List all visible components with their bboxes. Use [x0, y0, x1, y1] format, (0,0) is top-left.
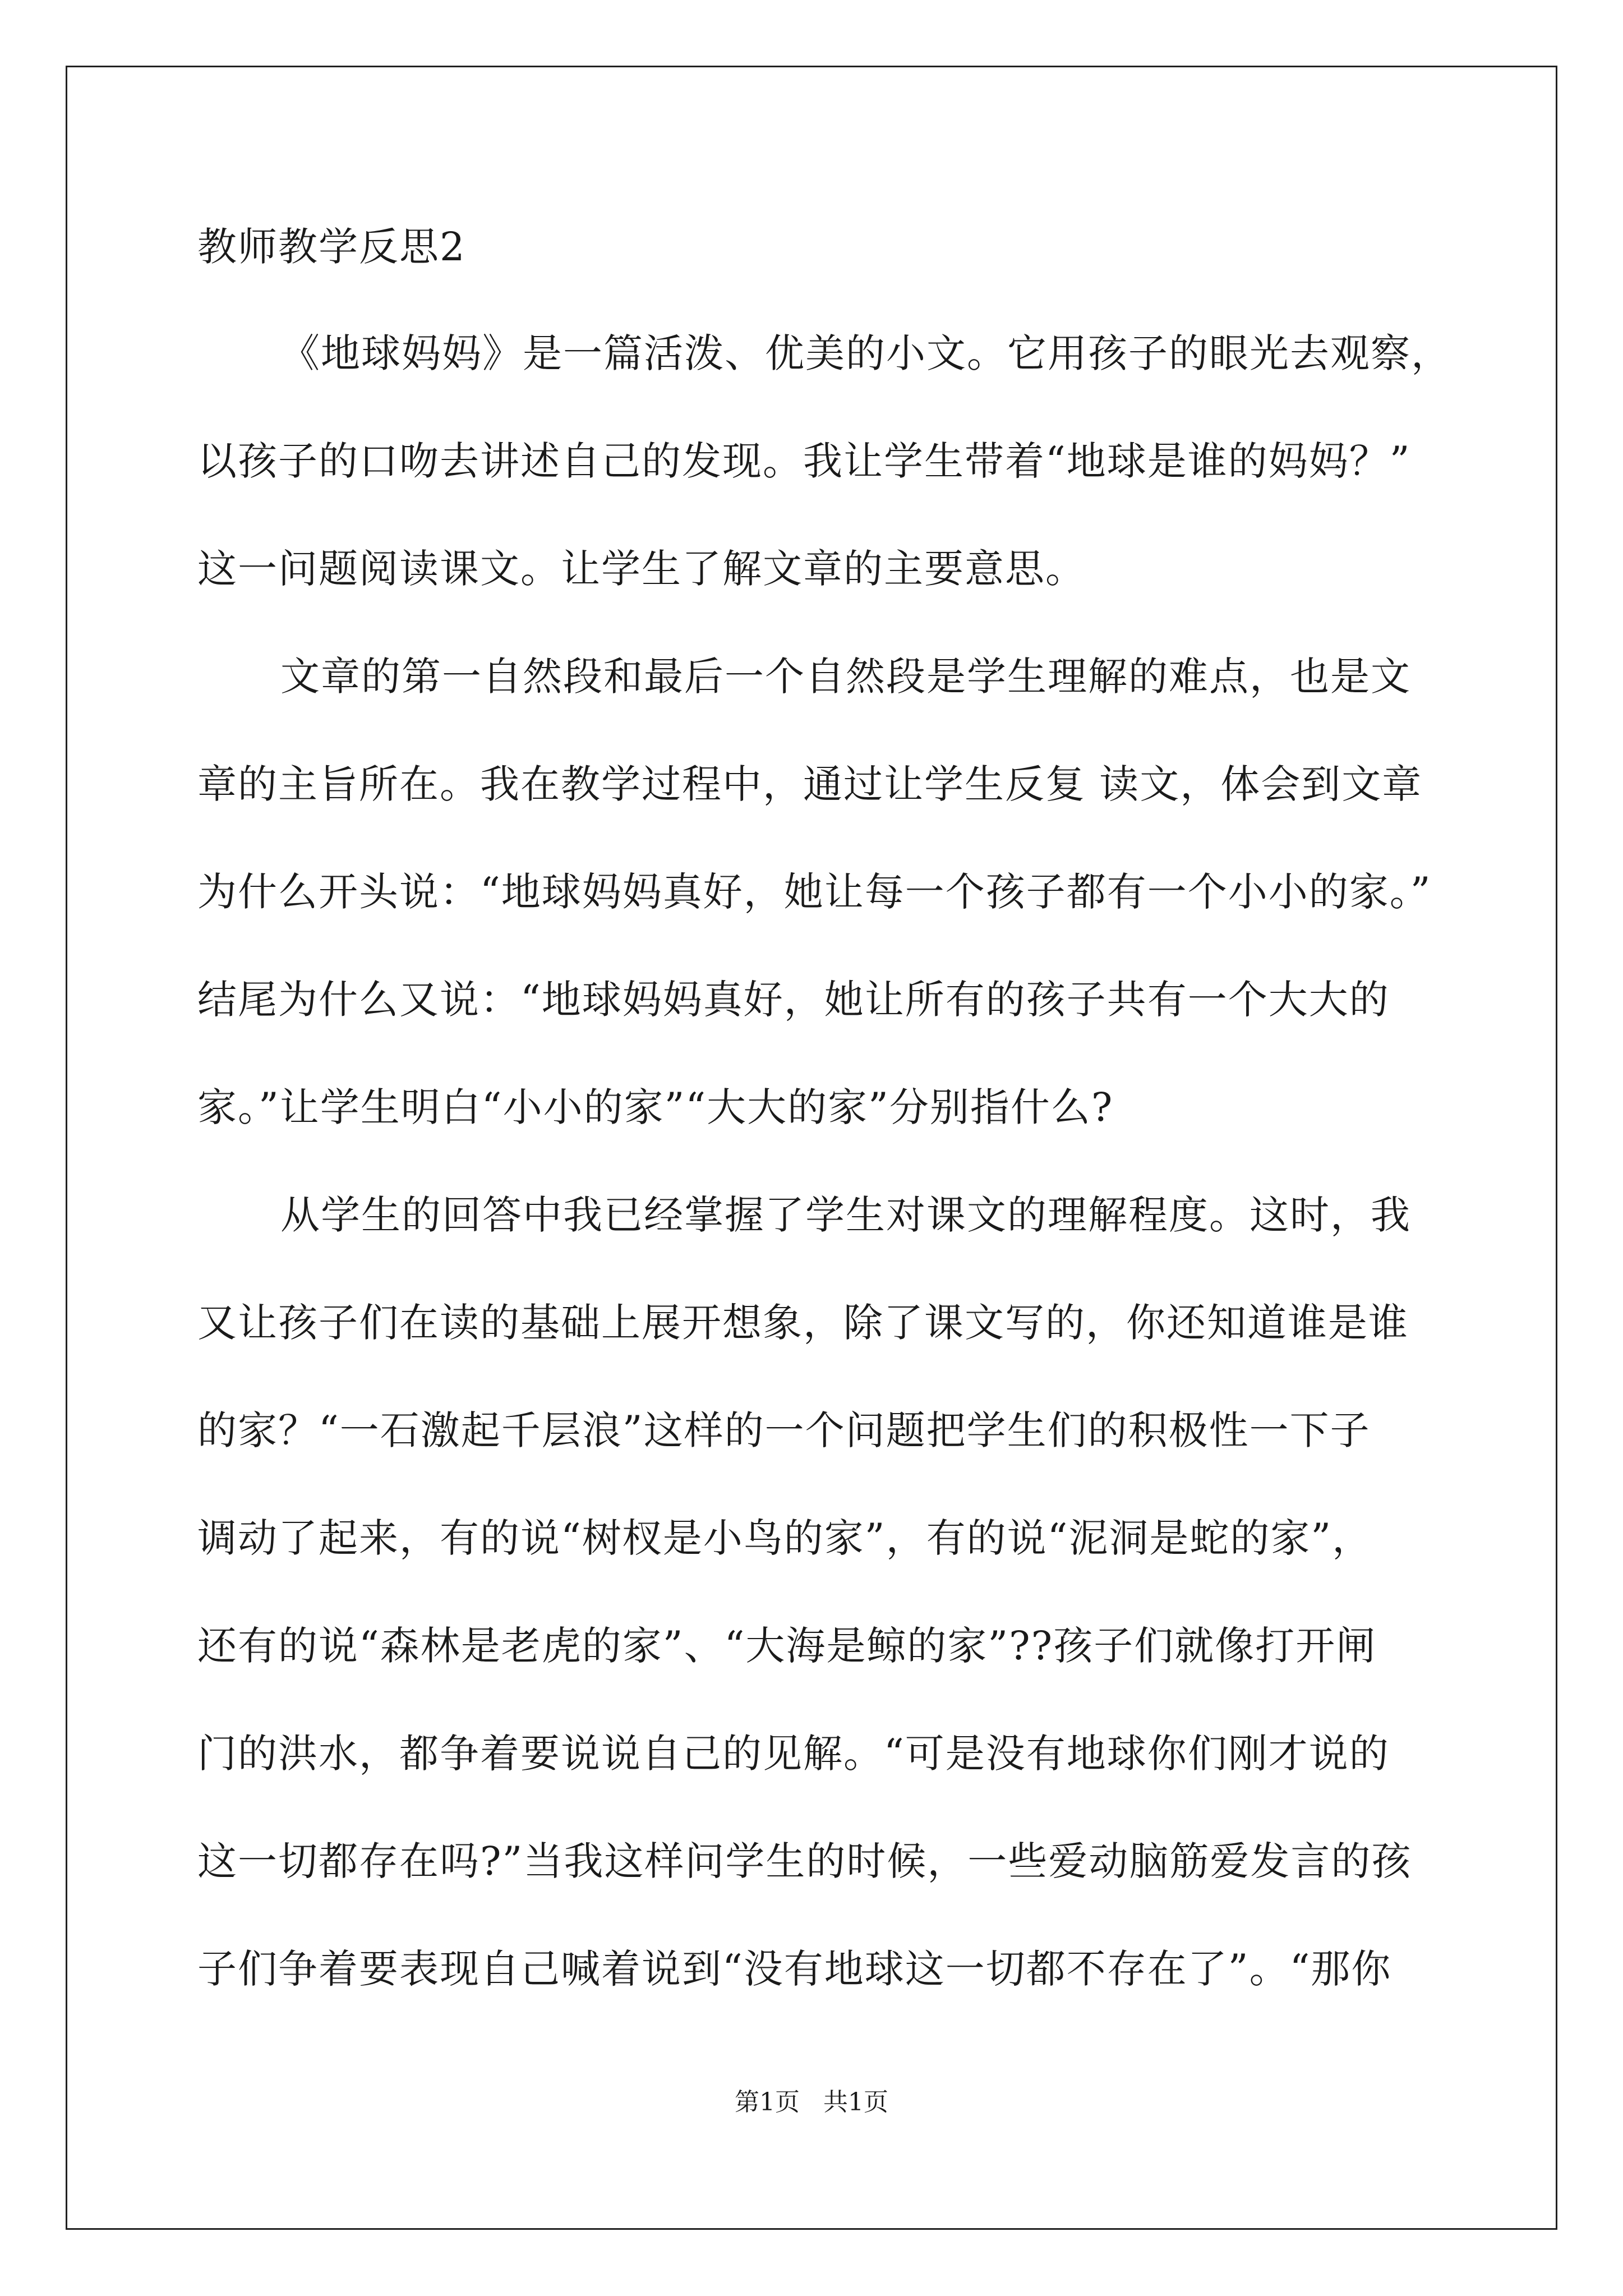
text-line: 还有的说“森林是老虎的家”、“大海是鲸的家”??孩子们就像打开闸 [197, 1623, 1377, 1669]
text-line: 章的主旨所在。我在教学过程中，通过让学生反复 读文，体会到文章 [197, 761, 1423, 807]
text-line: 《地球妈妈》是一篇活泼、优美的小文。它用孩子的眼光去观察， [280, 330, 1451, 376]
text-line: 门的洪水，都争着要说说自己的见解。“可是没有地球你们刚才说的 [197, 1731, 1390, 1777]
page-border [66, 66, 1557, 2230]
text-line: 家。”让学生明白“小小的家”“大大的家”分别指什么? [197, 1084, 1114, 1130]
text-line: 文章的第一自然段和最后一个自然段是学生理解的难点，也是文 [280, 654, 1411, 700]
text-line: 结尾为什么又说：“地球妈妈真好，她让所有的孩子共有一个大大的 [197, 977, 1390, 1023]
text-line: 这一问题阅读课文。让学生了解文章的主要意思。 [197, 546, 1086, 592]
text-line: 子们争着要表现自己喊着说到“没有地球这一切都不存在了”。“那你 [197, 1946, 1392, 1992]
text-line: 的家？“一石激起千层浪”这样的一个问题把学生们的积极性一下子 [197, 1407, 1371, 1453]
page-footer [0, 2086, 1623, 2119]
text-line: 以孩子的口吻去讲述自己的发现。我让学生带着“地球是谁的妈妈？” [197, 438, 1411, 484]
text-line: 又让孩子们在读的基础上展开想象，除了课文写的，你还知道谁是谁 [197, 1300, 1409, 1346]
page-number: 第1页 [735, 2088, 800, 2116]
text-line: 为什么开头说：“地球妈妈真好，她让每一个孩子都有一个小小的家。” [197, 869, 1432, 915]
document-title: 教师教学反思2 [197, 224, 466, 270]
text-line: 从学生的回答中我已经掌握了学生对课文的理解程度。这时，我 [280, 1192, 1411, 1238]
text-line: 调动了起来，有的说“树杈是小鸟的家”，有的说“泥洞是蛇的家”， [197, 1515, 1373, 1561]
text-line: 这一切都存在吗?”当我这样问学生的时候，一些爱动脑筋爱发言的孩 [197, 1838, 1412, 1884]
page-total: 共1页 [823, 2088, 888, 2116]
